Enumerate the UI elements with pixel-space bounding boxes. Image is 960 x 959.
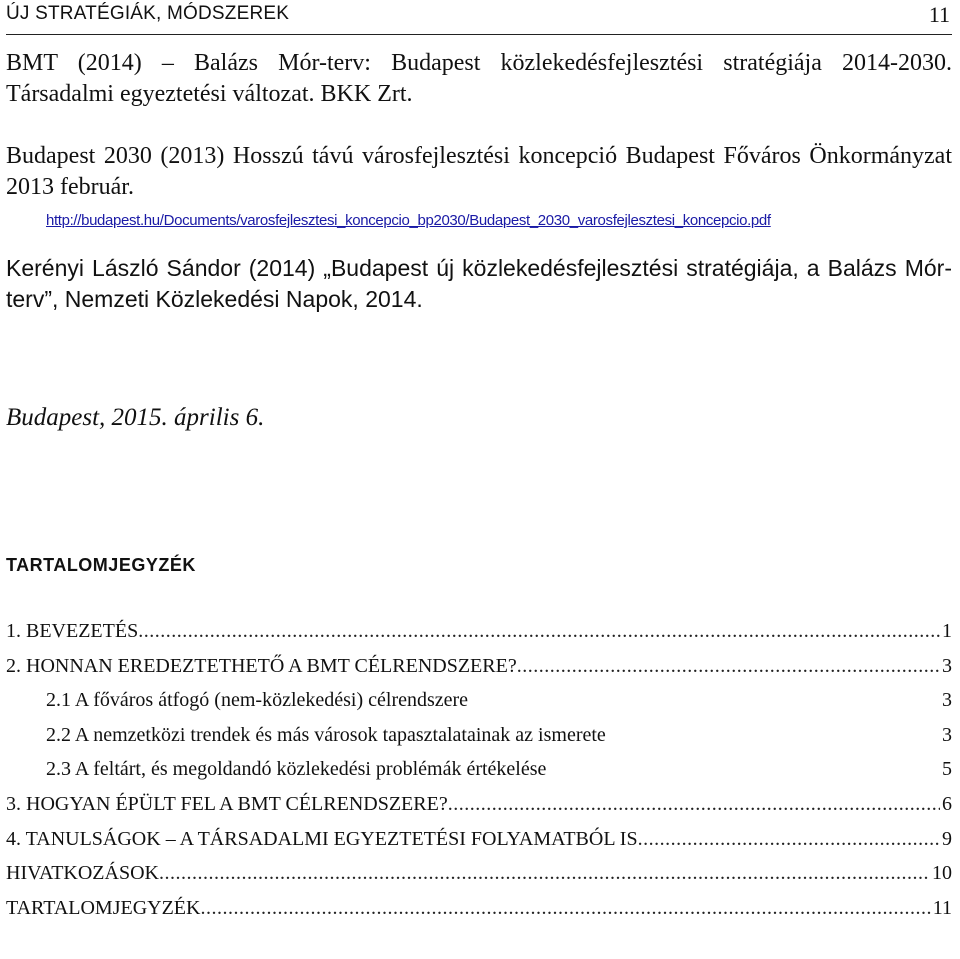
- reference-text: BMT (2014) – Balázs Mór-terv: Budapest közlekedésfejlesztési stratégiája 2014-2030. Társadalmi egyeztetési változat. BKK Zrt.: [6, 50, 952, 107]
- page-number: 11: [928, 2, 950, 27]
- toc-entry-label: TARTALOMJEGYZÉK: [6, 896, 201, 919]
- toc-entry-page: 3: [942, 723, 952, 746]
- toc-subentry[interactable]: [6, 689, 952, 724]
- toc-entry-label: 2.1 A főváros átfogó (nem-közlekedési) célrendszere: [46, 689, 469, 712]
- toc-heading: TARTALOMJEGYZÉK: [6, 555, 196, 575]
- toc-entry-label: 2.2 A nemzetközi trendek és más városok tapasztalatainak az ismerete: [46, 723, 606, 746]
- toc-entry-page: 5: [942, 758, 952, 781]
- toc-leader-dots: [159, 862, 930, 885]
- toc-leader-dots: [200, 897, 930, 920]
- toc-entry-label: 2.3 A feltárt, és megoldandó közlekedési problémák értékelése: [46, 758, 547, 781]
- reference-text: Kerényi László Sándor (2014) „Budapest új közlekedésfejlesztési stratégiája, a Balázs Mór-terv”, Nemzeti Közlekedési Napok, 2014.: [6, 255, 952, 312]
- toc-entry-label: 1. BEVEZETÉS: [6, 620, 139, 642]
- toc-leader-dots: [638, 828, 940, 851]
- toc-subentry[interactable]: [6, 724, 952, 759]
- reference-text: Budapest 2030 (2013) Hosszú távú városfejlesztési koncepció Budapest Főváros Önkormányzat 2013 február.: [6, 143, 952, 200]
- toc-entry[interactable]: [6, 793, 952, 828]
- toc-entry-label: 4. TANULSÁGOK – A TÁRSADALMI EGYEZTETÉSI FOLYAMATBÓL IS: [6, 827, 638, 850]
- reference-bmt: [6, 48, 952, 110]
- reference-kerenyi: [6, 253, 952, 315]
- place-and-date: Budapest, 2015. április 6.: [6, 404, 265, 431]
- toc-entry[interactable]: [6, 655, 952, 690]
- toc-entry-label: 2. HONNAN EREDEZTETHETŐ A BMT CÉLRENDSZERE?: [6, 654, 517, 677]
- toc-leader-dots: [448, 793, 940, 816]
- toc-subentry[interactable]: [6, 758, 952, 793]
- toc-leader-dots: [517, 655, 940, 678]
- page-header: [6, 0, 952, 35]
- toc-entry-page: 11: [932, 896, 952, 919]
- toc-leader-dots: [138, 620, 940, 643]
- toc-entry[interactable]: [6, 862, 952, 897]
- reference-budapest-2030: [6, 141, 952, 236]
- table-of-contents: [6, 620, 952, 931]
- running-header-title: ÚJ STRATÉGIÁK, MÓDSZEREK: [6, 3, 290, 24]
- toc-entry-label: HIVATKOZÁSOK: [6, 862, 159, 885]
- toc-entry[interactable]: [6, 897, 952, 932]
- toc-entry-page: 10: [932, 862, 952, 885]
- toc-entry-page: 6: [942, 792, 952, 815]
- toc-entry[interactable]: [6, 620, 952, 655]
- toc-entry-page: 1: [942, 620, 952, 642]
- toc-entry-page: 9: [942, 827, 952, 850]
- reference-link[interactable]: http://budapest.hu/Documents/varosfejlesztesi_koncepcio_bp2030/Budapest_2030_varosfejlesztesi_koncepcio.pdf: [46, 212, 771, 229]
- toc-entry[interactable]: [6, 828, 952, 863]
- toc-entry-label: 3. HOGYAN ÉPÜLT FEL A BMT CÉLRENDSZERE?: [6, 792, 448, 815]
- toc-entry-page: 3: [942, 654, 952, 677]
- toc-entry-page: 3: [942, 689, 952, 712]
